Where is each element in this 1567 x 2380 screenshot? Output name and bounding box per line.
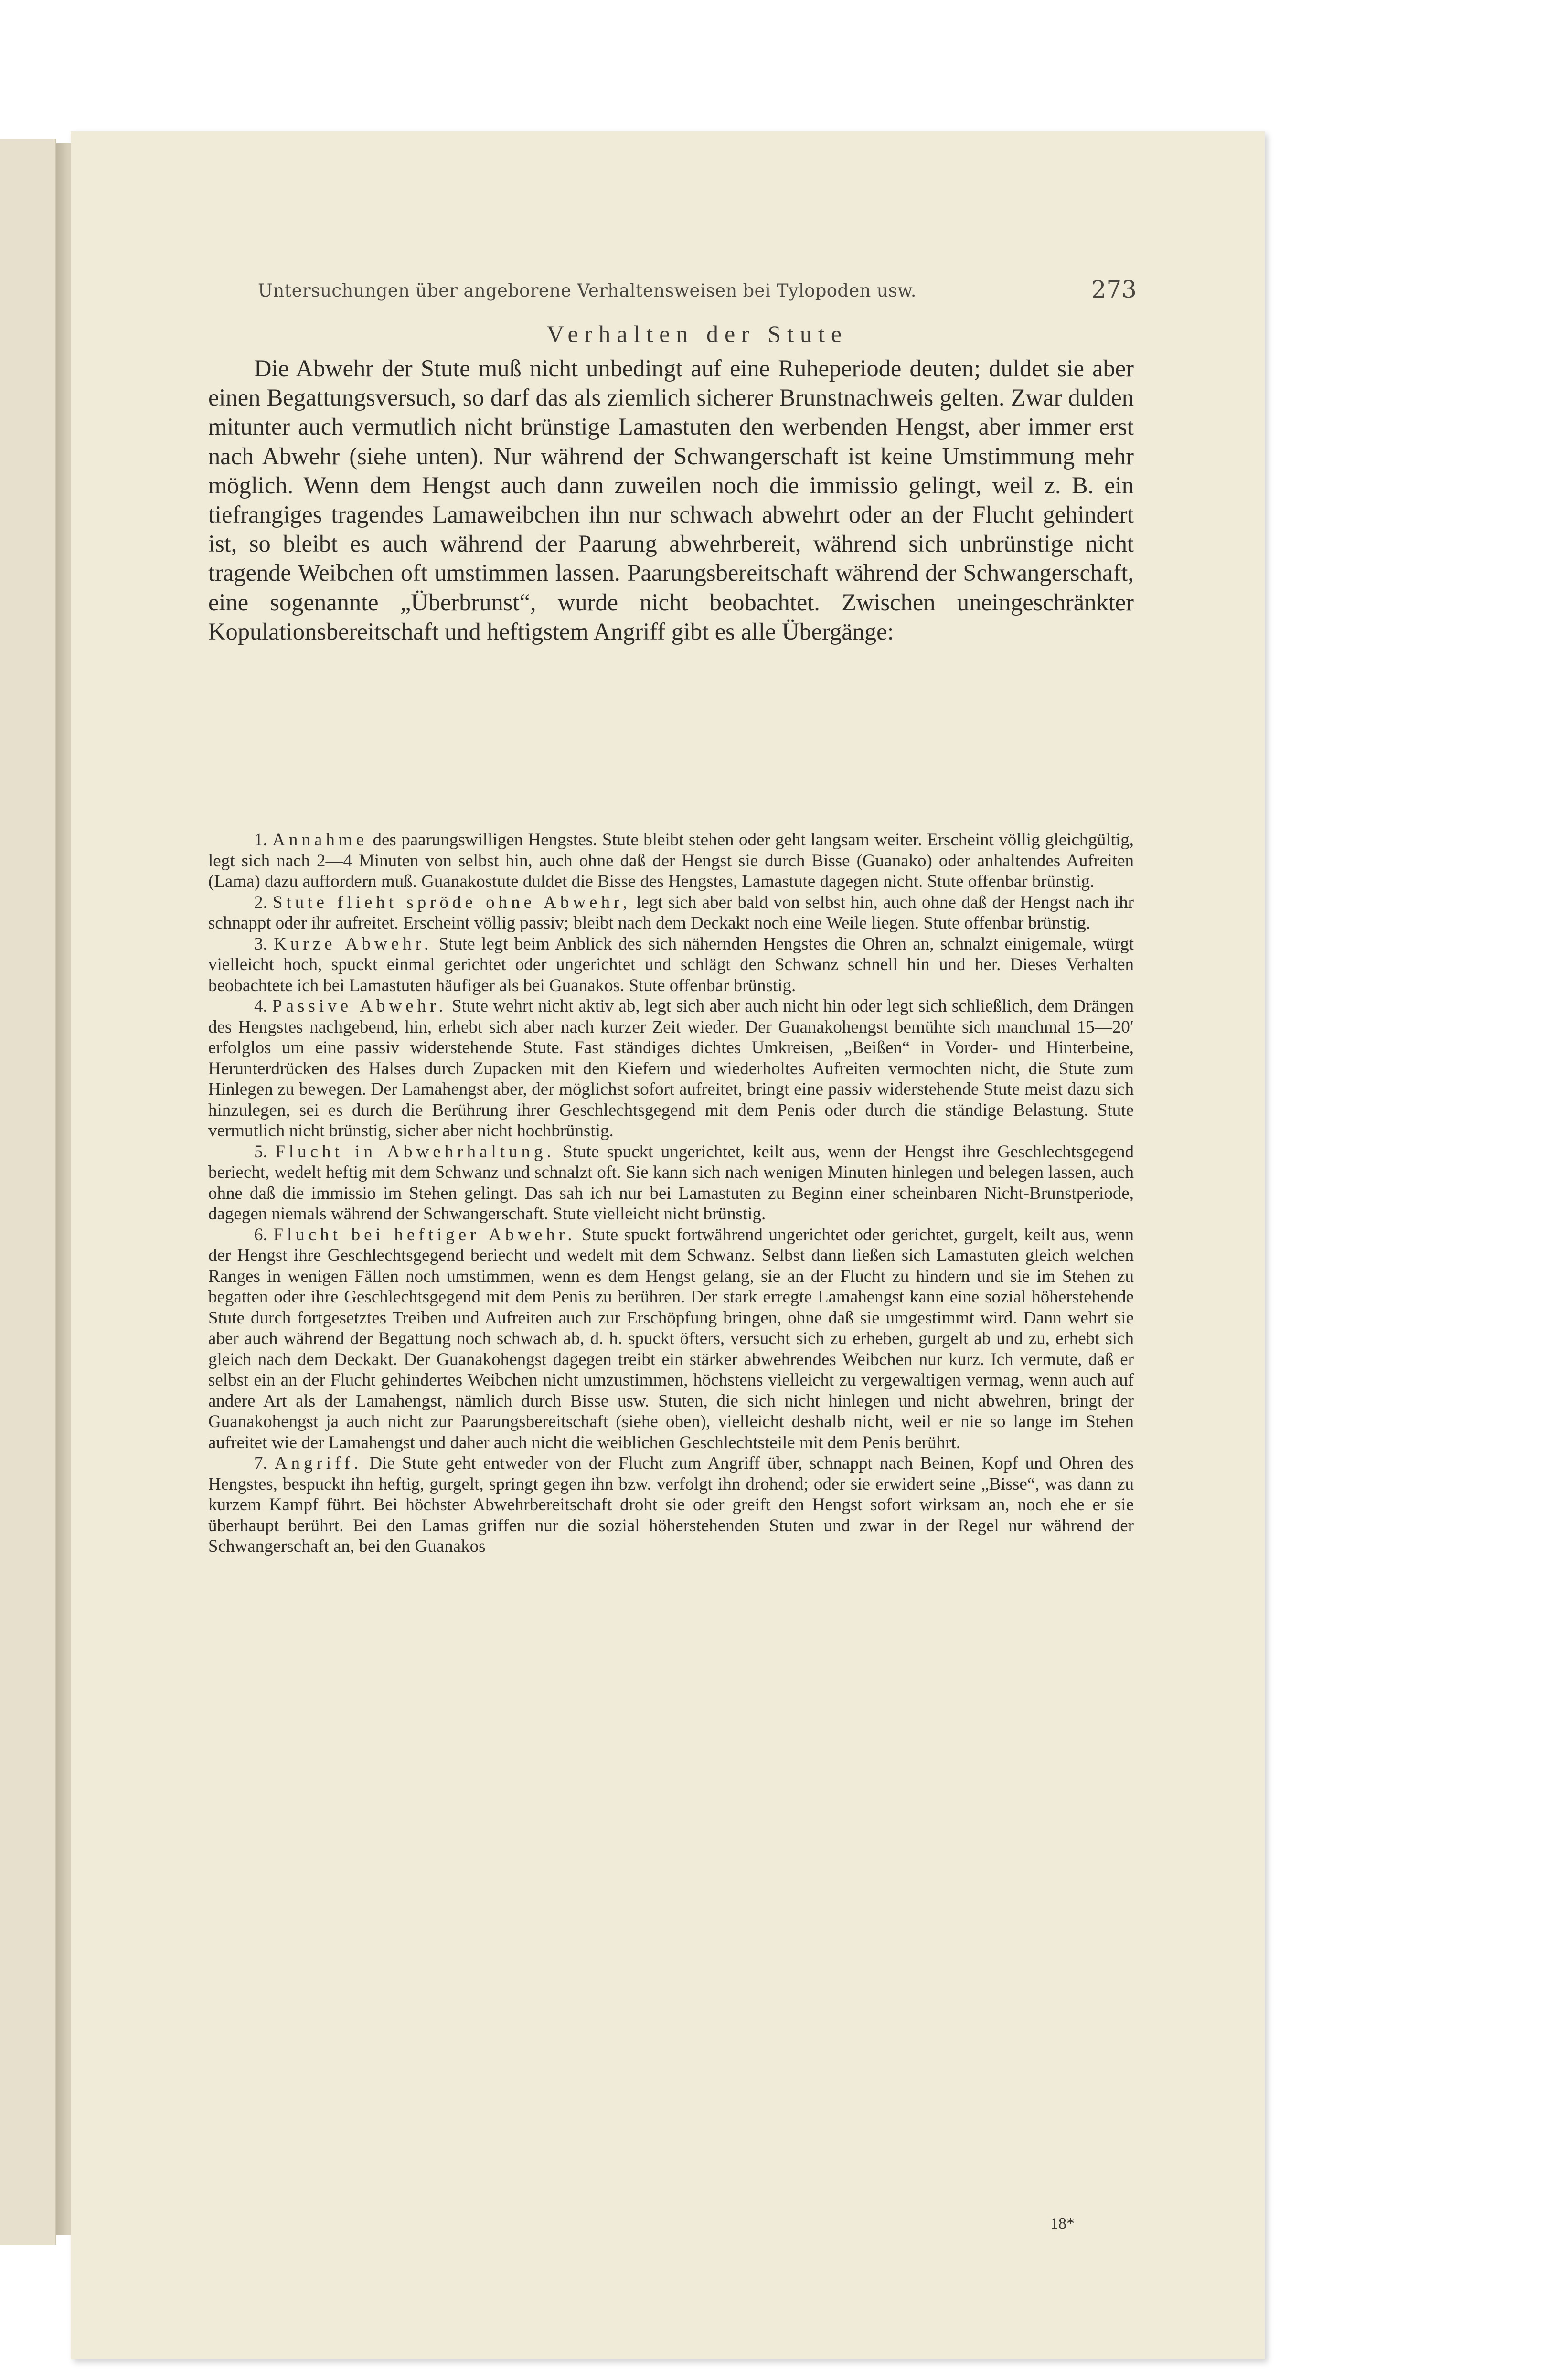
item-text: Stute wehrt nicht aktiv ab, legt sich aber auch nicht hin oder legt sich schließlich, dem Drängen des Hengstes nachgebend, hin, erhebt sich aber nach kurzer Zeit wieder. Der Guanakohengst bemühte sich manchmal 15—20′ erfolglos um eine passiv widerstehende Stute. Fast ständiges dichtes Umkreisen, „Beißen“ in Vorder- und Hinterbeine, Herunterdrücken des Halses durch Zupacken mit den Kiefern und wiederholtes Aufreiten vermochten nicht, die Stute zum Hinlegen zu bewegen. Der Lamahengst aber, der möglichst sofort aufreitet, bringt eine passiv widerstehende Stute meist dazu sich hinzulegen, sei es durch die Berührung ihrer Geschlechtsgegend mit dem Penis oder durch die ständige Belastung. Stute vermutlich nicht brünstig, sicher aber nicht hochbrünstig. bbox=[208, 996, 1134, 1141]
item-number: 3. bbox=[254, 934, 267, 954]
book-gutter bbox=[56, 143, 71, 2235]
item-heading: Stute flieht spröde ohne Abwehr, bbox=[272, 892, 631, 912]
item-number: 2. bbox=[254, 892, 267, 912]
item-heading: Annahme bbox=[272, 830, 368, 850]
item-text: des paarungswilligen Hengstes. Stute bleibt stehen oder geht langsam weiter. Erscheint völlig gleichgültig, legt sich nach 2—4 Minuten von selbst hin, auch ohne daß der Hengst sie durch Bisse (Guanako) oder anhaltendes Aufreiten (Lama) dazu auffordern muß. Guanakostute duldet die Bisse des Hengstes, Lamastute dagegen nicht. Stute offenbar brünstig. bbox=[208, 830, 1134, 891]
book-page bbox=[71, 131, 1265, 2359]
list-item bbox=[208, 996, 1134, 1142]
item-number: 7. bbox=[254, 1453, 267, 1473]
item-heading: Flucht in Abwehrhaltung. bbox=[275, 1142, 555, 1162]
item-text: Stute legt beim Anblick des sich nähernden Hengstes die Ohren an, schnalzt einigemale, würgt vielleicht hoch, spuckt einmal gerichtet oder ungerichtet und schlägt den Schwanz schnell hin und her. Dieses Verhalten beobachtete ich bei Lamastuten häufiger als bei Guanakos. Stute offenbar brünstig. bbox=[208, 934, 1134, 995]
list-item bbox=[208, 892, 1134, 934]
list-item bbox=[208, 1453, 1134, 1557]
item-number: 5. bbox=[254, 1142, 267, 1162]
left-page-edge bbox=[0, 139, 56, 2245]
item-text: legt sich aber bald von selbst hin, auch ohne daß der Hengst nach ihr schnappt oder ihr aufreitet. Erscheint völlig passiv; bleibt nach dem Deckakt noch eine Weile liegen. Stute offenbar brünstig. bbox=[208, 892, 1134, 933]
list-item bbox=[208, 934, 1134, 996]
item-number: 4. bbox=[254, 996, 267, 1016]
item-heading: Kurze Abwehr. bbox=[274, 934, 433, 954]
running-title: Untersuchungen über angeborene Verhaltensweisen bei Tylopoden usw. bbox=[258, 280, 917, 301]
item-text: Stute spuckt fortwährend ungerichtet oder gerichtet, gurgelt, keilt aus, wenn der Hengst ihre Geschlechtsgegend beriecht und wedelt mit dem Schwanz. Selbst dann ließen sich Lamastuten gleich welchen Ranges in wenigen Fällen noch umstimmen, wenn es dem Hengst gelang, sie an der Flucht zu hindern und sie im Stehen zu begatten oder ihre Geschlechtsgegend mit dem Penis zu berühren. Der stark erregte Lamahengst kann eine sozial höherstehende Stute durch fortgesetztes Treiben und Aufreiten auch zur Erschöpfung bringen, ohne daß sie umgestimmt wird. Dann wehrt sie aber auch während der Begattung noch schwach ab, d. h. spuckt öfters, versucht sich zu erheben, gurgelt ab und zu, erhebt sich gleich nach dem Deckakt. Der Guanakohengst dagegen treibt ein stärker abwehrendes Weibchen nur kurz. Ich vermute, daß er selbst ein an der Flucht gehindertes Weibchen nicht umzustimmen, höchstens vielleicht zu vergewaltigen vermag, wenn auch auf andere Art als der Lamahengst, nämlich durch Bisse usw. Stuten, die sich nicht hinlegen und nicht abwehren, bringt der Guanakohengst ja auch nicht zur Paarungsbereitschaft (siehe oben), vielleicht deshalb nicht, weil er nie so lange im Stehen aufreitet wie der Lamahengst und daher auch nicht die weiblichen Geschlechtsteile mit dem Penis berührt. bbox=[208, 1225, 1134, 1452]
item-number: 1. bbox=[254, 830, 267, 850]
section-title: Verhalten der Stute bbox=[546, 320, 848, 347]
list-item bbox=[208, 830, 1134, 892]
numbered-list bbox=[208, 830, 1134, 1557]
item-heading: Flucht bei heftiger Abwehr. bbox=[273, 1225, 576, 1245]
item-heading: Passive Abwehr. bbox=[272, 996, 447, 1016]
page-header bbox=[258, 276, 1137, 304]
list-item bbox=[208, 1142, 1134, 1225]
intro-paragraph: Die Abwehr der Stute muß nicht unbedingt auf eine Ruheperiode deuten; duldet sie aber einen Begattungsversuch, so darf das als ziemlich sicherer Brunstnachweis gelten. Zwar dulden mitunter auch vermutlich nicht brünstige Lamastuten den werbenden Hengst, aber immer erst nach Abwehr (siehe unten). Nur während der Schwangerschaft ist keine Umstimmung mehr möglich. Wenn dem Hengst auch dann zuweilen noch die immissio gelingt, weil z. B. ein tiefrangiges tragendes Lamaweibchen ihn nur schwach abwehrt oder an der Flucht gehindert ist, so bleibt es auch während der Paarung abwehrbereit, während sich unbrünstige nicht tragende Weibchen oft umstimmen lassen. Paarungsbereitschaft während der Schwangerschaft, eine sogenannte „Überbrunst“, wurde nicht beobachtet. Zwischen uneingeschränkter Kopulationsbereitschaft und heftigstem Angriff gibt es alle Übergänge: bbox=[208, 355, 1134, 645]
signature-mark: 18* bbox=[1050, 2215, 1075, 2232]
item-text: Stute spuckt ungerichtet, keilt aus, wenn der Hengst ihre Geschlechtsgegend beriecht, wedelt heftig mit dem Schwanz und schnalzt oft. Sie kann sich nach wenigen Minuten hinlegen und belegen lassen, auch ohne daß die immissio im Stehen gelingt. Das sah ich nur bei Lamastuten zu Beginn einer scheinbaren Nicht-Brunstperiode, dagegen niemals während der Schwangerschaft. Stute vielleicht nicht brünstig. bbox=[208, 1142, 1134, 1224]
item-number: 6. bbox=[254, 1225, 267, 1245]
item-text: Die Stute geht entweder von der Flucht zum Angriff über, schnappt nach Beinen, Kopf und Ohren des Hengstes, bespuckt ihn heftig, gurgelt, springt gegen ihn bzw. verfolgt ihn drohend; oder sie erwidert seine „Bisse“, was dann zu kurzem Kampf führt. Bei höchster Abwehrbereitschaft droht sie oder greift den Hengst sofort wirksam an, noch ehe er sie überhaupt berührt. Bei den Lamas griffen nur die sozial höherstehenden Stuten und zwar in der Regel nur während der Schwangerschaft an, bei den Guanakos bbox=[208, 1453, 1134, 1556]
page-number: 273 bbox=[1091, 276, 1137, 303]
list-item bbox=[208, 1225, 1134, 1453]
item-heading: Angriff. bbox=[274, 1453, 362, 1473]
